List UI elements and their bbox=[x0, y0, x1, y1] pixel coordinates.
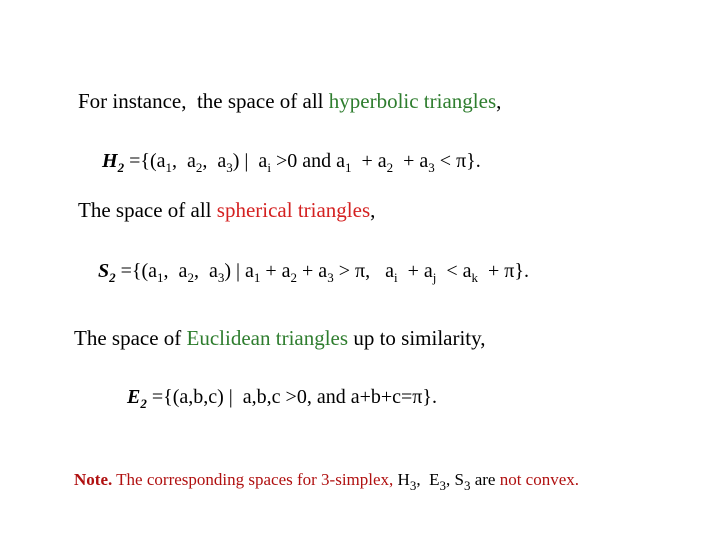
s2-symbol: $S_2$ bbox=[98, 260, 116, 285]
spherical-highlight: spherical triangles bbox=[216, 198, 371, 222]
s2-definition: $S_2 =\{(a_1$, $a_2$, $a_3$) | $a_1 + a_2 + a_3 > \pi$, $a_i + a_j < a_k + \pi$}. bbox=[98, 260, 529, 285]
note-label: Note. bbox=[74, 470, 113, 489]
hyperbolic-intro: For instance, the space of all hyperbolic triangles, bbox=[78, 89, 502, 113]
spherical-intro: The space of all spherical triangles, bbox=[78, 198, 376, 222]
hyperbolic-highlight: hyperbolic triangles bbox=[328, 89, 497, 113]
euclidean-highlight: Euclidean triangles bbox=[186, 326, 349, 350]
note-line: Note. The corresponding spaces for 3-simplex, $H_3$, $E_3$, $S_3$ are not convex. bbox=[74, 470, 580, 493]
e2-definition: $E_2 =\{(a,b,c)$ | a,b,c >0, and a+b+c=π}. bbox=[127, 386, 437, 411]
h2-symbol: $H_2$ bbox=[102, 150, 125, 175]
euclidean-intro: The space of Euclidean triangles up to similarity, bbox=[74, 326, 486, 350]
e2-symbol: $E_2$ bbox=[127, 386, 147, 411]
h2-definition: $H_2 =\{(a_1$, $a_2$, $a_3$) | $a_i >0$ and $a_1 + a_2 + a_3 < \pi$}. bbox=[102, 150, 481, 175]
